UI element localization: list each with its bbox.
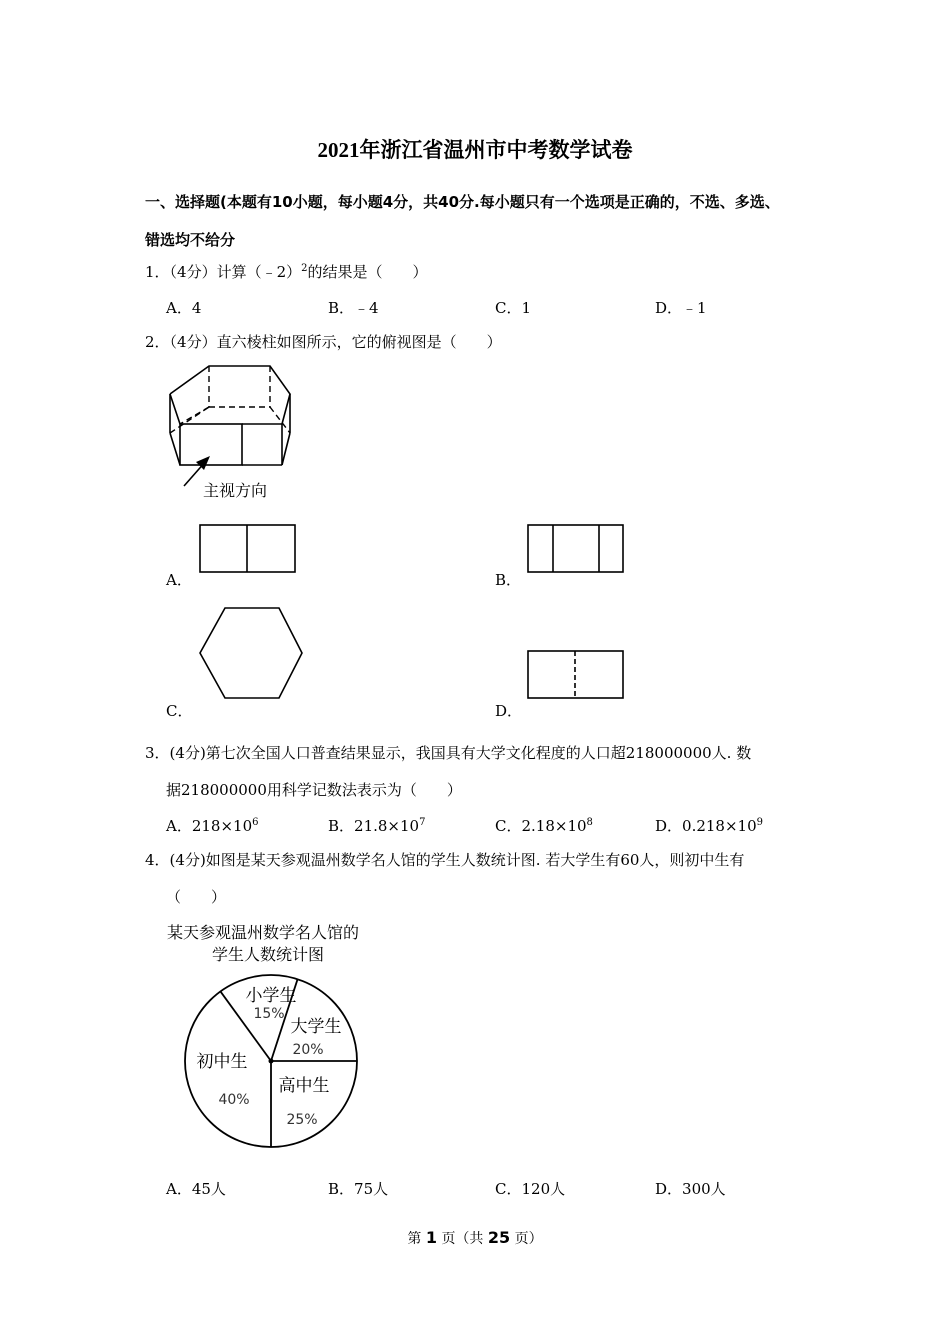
chart-title-line1: 某天参观温州数学名人馆的 [167,923,360,942]
question-2-stem: 2．（4分）直六棱柱如图所示，它的俯视图是（ ） [145,333,502,351]
question-1-stem [145,261,428,282]
pie-value-初中生: 40% [218,1092,250,1108]
pie-label-大学生: 大学生 [290,1017,342,1037]
q3-option-b-exp: 7 [419,817,426,828]
q3-option-a [166,815,259,836]
page-title: 2021年浙江省温州市中考数学试卷 [317,138,633,162]
pie-label-小学生: 小学生 [245,986,297,1006]
q3-option-d-exp: 9 [756,817,763,828]
pie-label-高中生: 高中生 [278,1076,330,1096]
prism-top-edges [170,366,290,424]
footer-prefix: 第 [407,1231,422,1247]
q3-option-a-exp: 6 [252,817,259,828]
pie-chart [180,974,364,1154]
prism-hidden-edges [170,366,290,433]
q4-option-c: C．120人 [495,1180,566,1198]
section-heading-line2: 错选均不给分 [145,231,236,249]
q3-option-c-exp: 8 [586,817,593,828]
q1-stem-tail: 的结果是（ ） [307,263,428,281]
pie-label-初中生: 初中生 [196,1052,248,1072]
q1-option-d: D．﹣1 [655,299,707,317]
footer-suffix: 页） [514,1231,543,1247]
footer-total-pages: 25 [487,1228,511,1247]
question-3-stem-line1: 3．(4分)第七次全国人口普查结果显示，我国具有大学文化程度的人口超218000000人. 数 [145,744,752,762]
chart-title-line2: 学生人数统计图 [212,945,325,964]
pie-value-高中生: 25% [286,1112,318,1128]
q3-option-b [328,815,425,836]
q2-option-d: D． [495,702,523,720]
q1-option-b: B．﹣4 [328,299,379,317]
q3-option-c-base: C．2.18×10 [495,817,587,835]
q3-option-b-base: B．21.8×10 [328,817,420,835]
q3-option-c [495,815,593,836]
q2-option-c-figure [197,606,305,700]
q4-option-b: B．75人 [328,1180,389,1198]
question-4-stem-line2: （ ） [166,888,227,906]
q4-option-d: D．300人 [655,1180,726,1198]
q1-exponent: 2 [301,263,308,274]
q2-option-a-figure [199,524,297,574]
q2-option-d-figure [527,650,625,700]
q3-option-d [655,815,763,836]
q1-stem-text: 1．（4分）计算（﹣2） [145,263,302,281]
q4-option-a: A．45人 [166,1180,226,1198]
footer-middle: 页（共 [441,1231,484,1247]
page-footer [0,1228,950,1248]
arrow-head-icon [196,456,210,470]
q2-option-b-figure [527,524,625,574]
view-direction-label: 主视方向 [203,481,268,500]
q2-option-c: C． [166,702,193,720]
question-4-stem-line1: 4．(4分)如图是某天参观温州数学名人馆的学生人数统计图. 若大学生有60人，则初中生有 [145,851,745,869]
pie-value-大学生: 20% [292,1042,324,1058]
q2-option-a: A． [166,571,192,589]
footer-page-number: 1 [425,1228,437,1247]
q1-option-a: A．4 [166,299,202,317]
section-heading-line1: 一、选择题(本题有10小题，每小题4分，共40分.每小题只有一个选项是正确的，不选、多选、 [145,193,780,211]
pie-value-小学生: 15% [253,1006,285,1022]
prism-front-face [180,424,242,465]
q2-option-b: B． [495,571,522,589]
q3-option-a-base: A．218×10 [166,817,253,835]
q3-option-d-base: D．0.218×10 [655,817,757,835]
q1-option-c: C．1 [495,299,532,317]
pie-center-dot [269,1059,274,1064]
question-3-stem-line2: 据218000000用科学记数法表示为（ ） [166,781,462,799]
